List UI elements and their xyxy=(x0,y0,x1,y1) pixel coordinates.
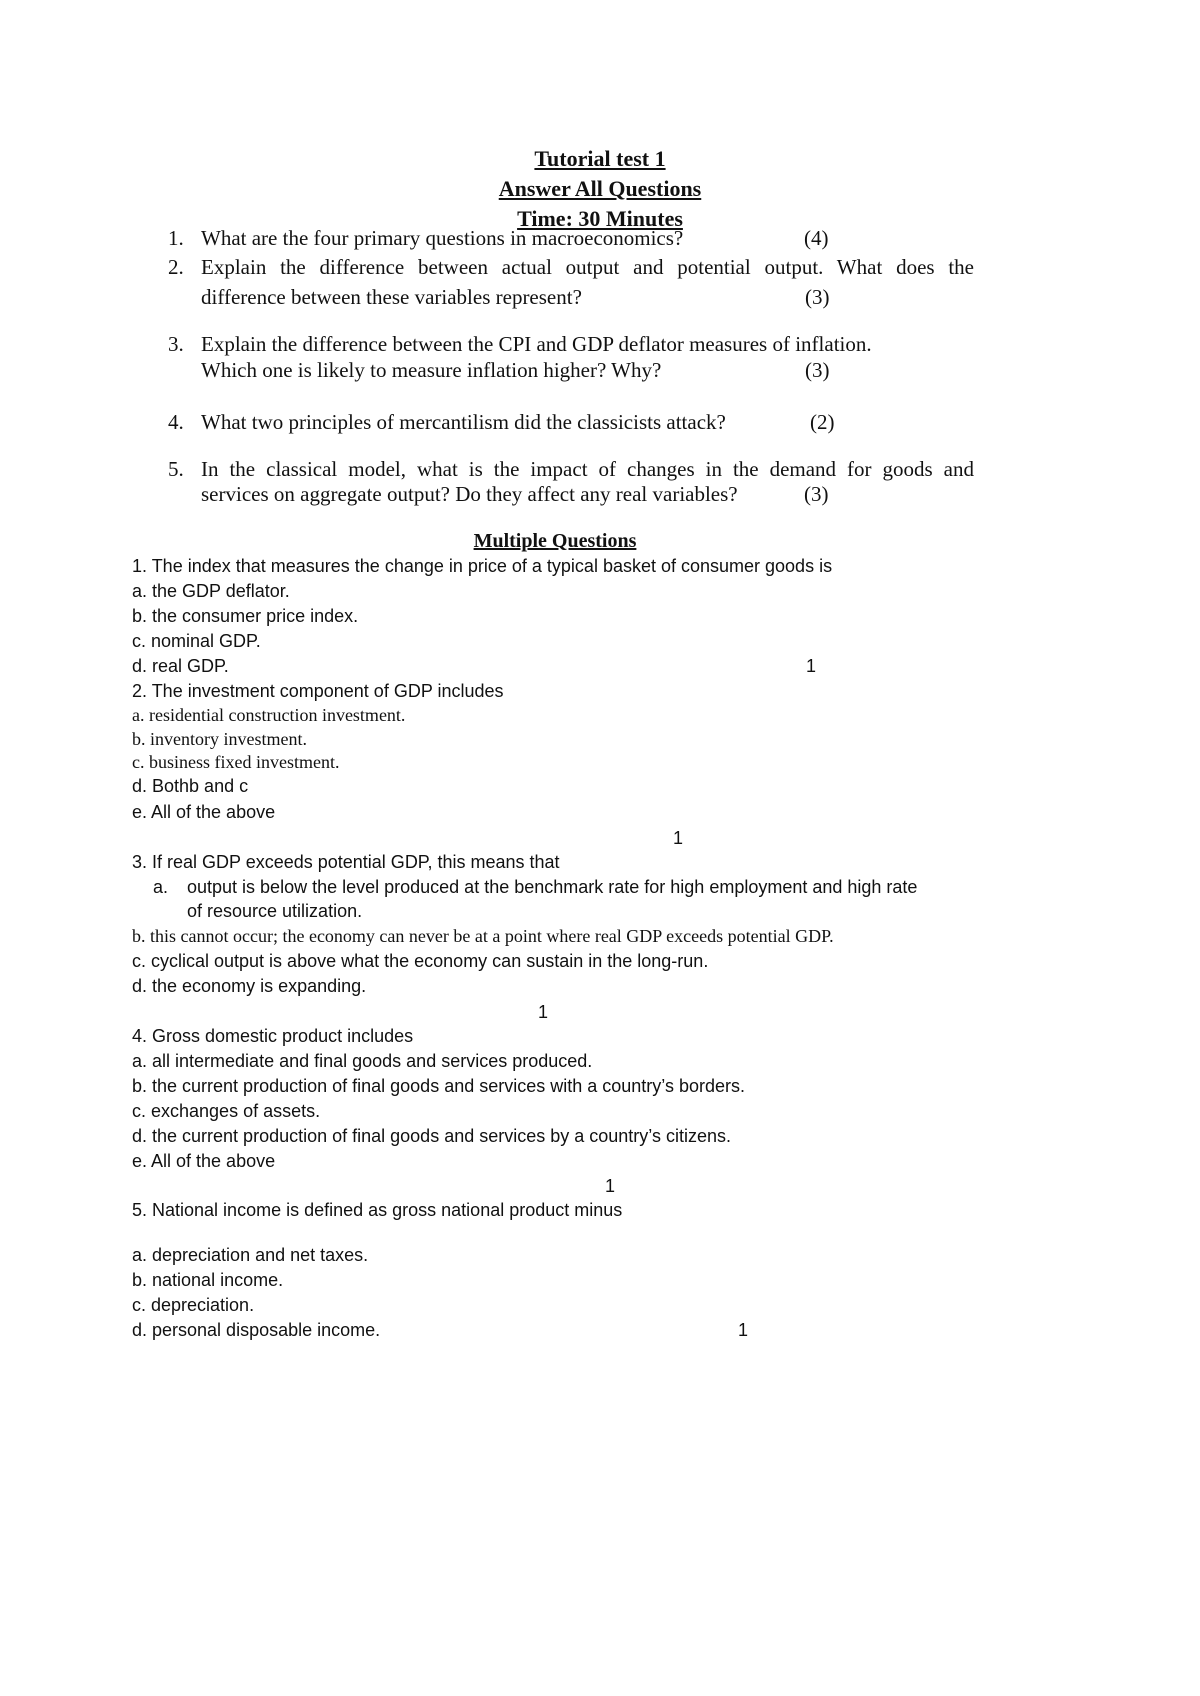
mc-option: a. all intermediate and final goods and services produced. xyxy=(132,1051,593,1071)
mc-option: a. residential construction investment. xyxy=(132,705,406,725)
mc-option: b. the current production of final goods and services with a country’s borders. xyxy=(132,1076,746,1096)
question-marks: (3) xyxy=(804,482,829,506)
mc-option: d. personal disposable income. xyxy=(132,1320,381,1340)
question-text: In the classical model, what is the impact of changes in the demand for goods and xyxy=(201,457,974,481)
time-heading: Time: 30 Minutes xyxy=(517,206,683,231)
question-text: What two principles of mercantilism did the classicists attack? xyxy=(201,410,726,434)
mc-option: a. the GDP deflator. xyxy=(132,581,290,601)
mc-option: b. the consumer price index. xyxy=(132,606,359,626)
instruction-heading: Answer All Questions xyxy=(498,176,702,201)
mc-heading: Multiple Questions xyxy=(473,530,637,552)
mc-option: d. real GDP. xyxy=(132,656,229,676)
mc-option: c. nominal GDP. xyxy=(132,631,261,651)
mc-mark: 1 xyxy=(673,828,684,848)
question-text: Explain the difference between actual output and potential output. What does the xyxy=(201,255,974,279)
mc-mark: 1 xyxy=(538,1002,549,1022)
mc-option: e. All of the above xyxy=(132,1151,276,1171)
mc-option: a. xyxy=(153,877,169,897)
mc-option: of resource utilization. xyxy=(187,901,363,921)
mc-option: c. depreciation. xyxy=(132,1295,255,1315)
question-marks: (4) xyxy=(804,226,829,250)
question-text: Explain the difference between the CPI and GDP deflator measures of inflation. xyxy=(201,332,872,356)
mc-mark: 1 xyxy=(738,1320,749,1340)
mc-option: a. depreciation and net taxes. xyxy=(132,1245,369,1265)
question-marks: (3) xyxy=(805,358,830,382)
mc-question-stem: 4. Gross domestic product includes xyxy=(132,1026,414,1046)
page-title: Tutorial test 1 xyxy=(534,146,666,171)
question-text: difference between these variables represent? xyxy=(201,285,582,309)
mc-option: b. inventory investment. xyxy=(132,729,307,749)
mc-option: c. business fixed investment. xyxy=(132,752,340,772)
question-number: 1. xyxy=(168,226,184,250)
mc-option: c. exchanges of assets. xyxy=(132,1101,321,1121)
question-number: 5. xyxy=(168,457,184,481)
mc-option: d. the current production of final goods and services by a country’s citizens. xyxy=(132,1126,731,1146)
question-number: 2. xyxy=(168,255,184,279)
mc-option: c. cyclical output is above what the economy can sustain in the long-run. xyxy=(132,951,709,971)
mc-mark: 1 xyxy=(806,656,817,676)
mc-option: b. this cannot occur; the economy can never be at a point where real GDP exceeds potential GDP. xyxy=(132,926,834,946)
mc-question-stem: 1. The index that measures the change in price of a typical basket of consumer goods is xyxy=(132,556,833,576)
mc-option: output is below the level produced at the benchmark rate for high employment and high rate xyxy=(187,877,918,897)
question-number: 3. xyxy=(168,332,184,356)
question-text: Which one is likely to measure inflation higher? Why? xyxy=(201,358,662,382)
question-marks: (2) xyxy=(810,410,835,434)
question-number: 4. xyxy=(168,410,184,434)
question-marks: (3) xyxy=(805,285,830,309)
mc-question-stem: 2. The investment component of GDP includes xyxy=(132,681,504,701)
mc-option: d. Bothb and c xyxy=(132,776,249,796)
mc-question-stem: 3. If real GDP exceeds potential GDP, this means that xyxy=(132,852,560,872)
mc-option: d. the economy is expanding. xyxy=(132,976,367,996)
question-text: What are the four primary questions in macroeconomics? xyxy=(201,226,684,250)
question-text: services on aggregate output? Do they affect any real variables? xyxy=(201,482,738,506)
mc-question-stem: 5. National income is defined as gross national product minus xyxy=(132,1200,623,1220)
mc-mark: 1 xyxy=(605,1176,616,1196)
mc-option: b. national income. xyxy=(132,1270,284,1290)
mc-option: e. All of the above xyxy=(132,802,276,822)
